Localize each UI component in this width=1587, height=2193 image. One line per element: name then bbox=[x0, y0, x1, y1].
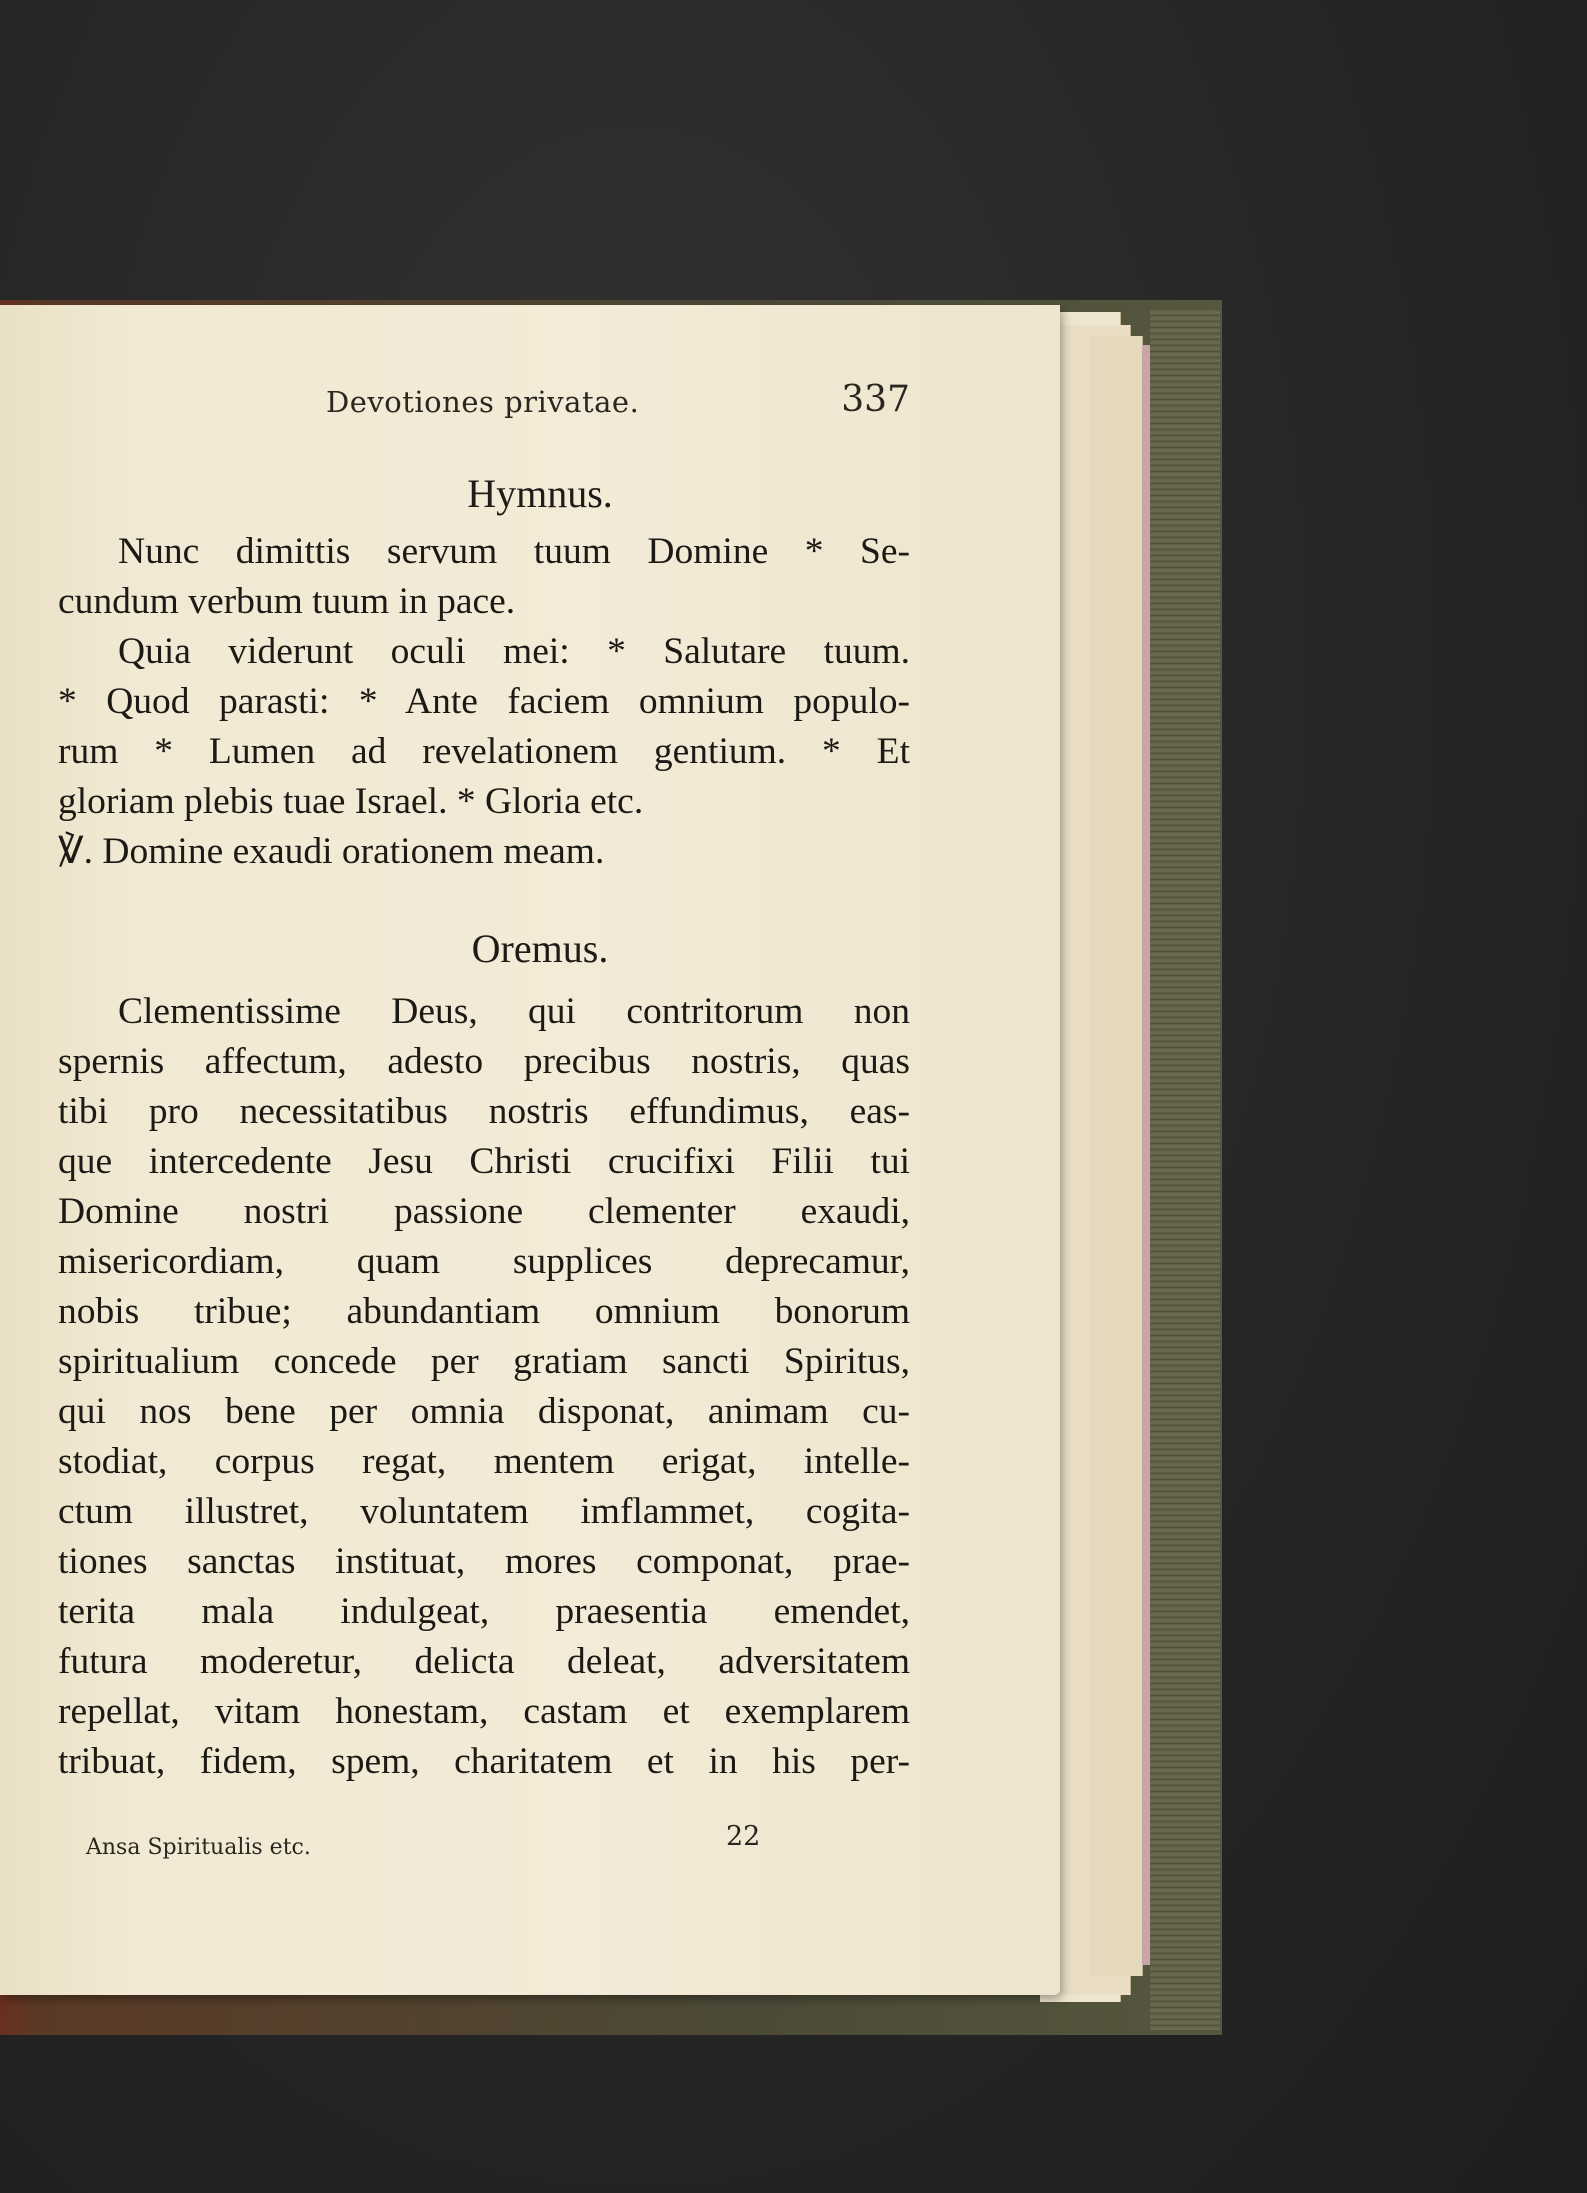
text-line: cundum verbum tuum in pace. bbox=[58, 581, 516, 622]
book-page bbox=[0, 305, 1060, 1995]
footer-book-title: Ansa Spiritualis etc. bbox=[86, 1835, 311, 1860]
text-line: futura moderetur, delicta deleat, adversitatem bbox=[58, 1641, 910, 1682]
text-line: gloriam plebis tuae Israel. * Gloria etc. bbox=[58, 781, 644, 822]
text-line: que intercedente Jesu Christi crucifixi Filii tui bbox=[58, 1141, 910, 1182]
page-edge bbox=[1090, 336, 1143, 1976]
text-line: ctum illustret, voluntatem imflammet, cogita- bbox=[58, 1491, 910, 1532]
text-line: Quia viderunt oculi mei: * Salutare tuum. bbox=[118, 631, 910, 672]
text-line: * Quod parasti: * Ante faciem omnium populo- bbox=[58, 681, 910, 722]
text-line: nobis tribue; abundantiam omnium bonorum bbox=[58, 1291, 910, 1332]
oremus-heading: Oremus. bbox=[471, 926, 609, 971]
text-line: stodiat, corpus regat, mentem erigat, intelle- bbox=[58, 1441, 910, 1482]
signature-mark: 22 bbox=[726, 1821, 761, 1852]
text-line: terita mala indulgeat, praesentia emendet, bbox=[58, 1591, 910, 1632]
book-spine bbox=[1150, 310, 1220, 2030]
text-line: spiritualium concede per gratiam sancti Spiritus, bbox=[58, 1341, 910, 1382]
text-line: Nunc dimittis servum tuum Domine * Se- bbox=[118, 531, 910, 572]
text-line: Clementissime Deus, qui contritorum non bbox=[118, 991, 910, 1032]
text-line: spernis affectum, adesto precibus nostris, quas bbox=[58, 1041, 910, 1082]
running-head-title: Devotiones privatae. bbox=[326, 385, 640, 419]
text-line: qui nos bene per omnia disponat, animam cu- bbox=[58, 1391, 910, 1432]
text-line: tibi pro necessitatibus nostris effundimus, eas- bbox=[58, 1091, 910, 1132]
ribbon-edge bbox=[1142, 345, 1150, 1965]
text-line: ℣. Domine exaudi orationem meam. bbox=[58, 831, 605, 872]
text-line: rum * Lumen ad revelationem gentium. * Et bbox=[58, 731, 910, 772]
text-line: Domine nostri passione clementer exaudi, bbox=[58, 1191, 910, 1232]
text-line: misericordiam, quam supplices deprecamur, bbox=[58, 1241, 910, 1282]
text-line: tribuat, fidem, spem, charitatem et in his per- bbox=[58, 1741, 910, 1782]
page-number: 337 bbox=[841, 379, 910, 420]
hymnus-heading: Hymnus. bbox=[467, 471, 613, 516]
text-line: repellat, vitam honestam, castam et exemplarem bbox=[58, 1691, 910, 1732]
text-line: tiones sanctas instituat, mores componat, prae- bbox=[58, 1541, 910, 1582]
